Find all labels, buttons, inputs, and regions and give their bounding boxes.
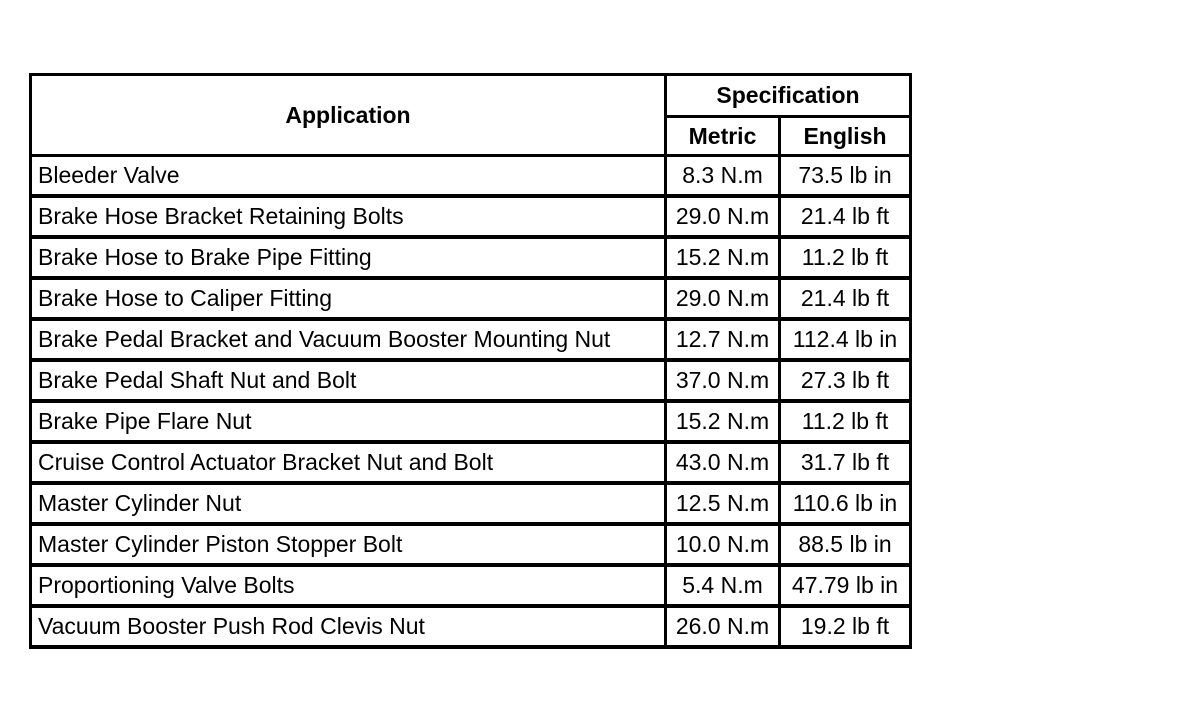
english-cell: 88.5 lb in <box>780 524 911 565</box>
metric-cell: 15.2 N.m <box>666 237 780 278</box>
metric-cell: 29.0 N.m <box>666 196 780 237</box>
english-cell: 21.4 lb ft <box>780 196 911 237</box>
metric-cell: 43.0 N.m <box>666 442 780 483</box>
application-cell: Brake Hose Bracket Retaining Bolts <box>31 196 666 237</box>
metric-cell: 15.2 N.m <box>666 401 780 442</box>
english-cell: 11.2 lb ft <box>780 401 911 442</box>
metric-cell: 12.7 N.m <box>666 319 780 360</box>
english-header: English <box>780 117 911 156</box>
table-body <box>31 156 911 648</box>
english-cell: 21.4 lb ft <box>780 278 911 319</box>
application-cell: Bleeder Valve <box>31 156 666 197</box>
metric-cell: 12.5 N.m <box>666 483 780 524</box>
metric-cell: 29.0 N.m <box>666 278 780 319</box>
application-cell: Brake Pedal Shaft Nut and Bolt <box>31 360 666 401</box>
application-cell: Brake Pedal Bracket and Vacuum Booster Mounting Nut <box>31 319 666 360</box>
fastener-spec-table <box>29 73 912 649</box>
metric-cell: 26.0 N.m <box>666 606 780 647</box>
english-cell: 27.3 lb ft <box>780 360 911 401</box>
table-row <box>31 606 911 647</box>
table-row <box>31 319 911 360</box>
table-row <box>31 278 911 319</box>
english-cell: 19.2 lb ft <box>780 606 911 647</box>
application-cell: Cruise Control Actuator Bracket Nut and Bolt <box>31 442 666 483</box>
table-header <box>31 75 911 156</box>
table-row <box>31 237 911 278</box>
english-cell: 112.4 lb in <box>780 319 911 360</box>
english-cell: 110.6 lb in <box>780 483 911 524</box>
english-cell: 47.79 lb in <box>780 565 911 606</box>
table-row <box>31 483 911 524</box>
metric-cell: 8.3 N.m <box>666 156 780 197</box>
table-row <box>31 401 911 442</box>
english-cell: 73.5 lb in <box>780 156 911 197</box>
application-cell: Proportioning Valve Bolts <box>31 565 666 606</box>
application-cell: Vacuum Booster Push Rod Clevis Nut <box>31 606 666 647</box>
english-cell: 31.7 lb ft <box>780 442 911 483</box>
english-cell: 11.2 lb ft <box>780 237 911 278</box>
table-row <box>31 360 911 401</box>
table-row <box>31 196 911 237</box>
application-cell: Brake Hose to Brake Pipe Fitting <box>31 237 666 278</box>
application-cell: Brake Pipe Flare Nut <box>31 401 666 442</box>
metric-cell: 5.4 N.m <box>666 565 780 606</box>
table-row <box>31 442 911 483</box>
table-row <box>31 524 911 565</box>
table-row <box>31 565 911 606</box>
table-row <box>31 156 911 197</box>
metric-cell: 37.0 N.m <box>666 360 780 401</box>
metric-header: Metric <box>666 117 780 156</box>
application-header: Application <box>31 75 666 156</box>
metric-cell: 10.0 N.m <box>666 524 780 565</box>
application-cell: Brake Hose to Caliper Fitting <box>31 278 666 319</box>
application-cell: Master Cylinder Nut <box>31 483 666 524</box>
specification-header: Specification <box>666 75 911 117</box>
application-cell: Master Cylinder Piston Stopper Bolt <box>31 524 666 565</box>
header-row-top <box>31 75 911 117</box>
